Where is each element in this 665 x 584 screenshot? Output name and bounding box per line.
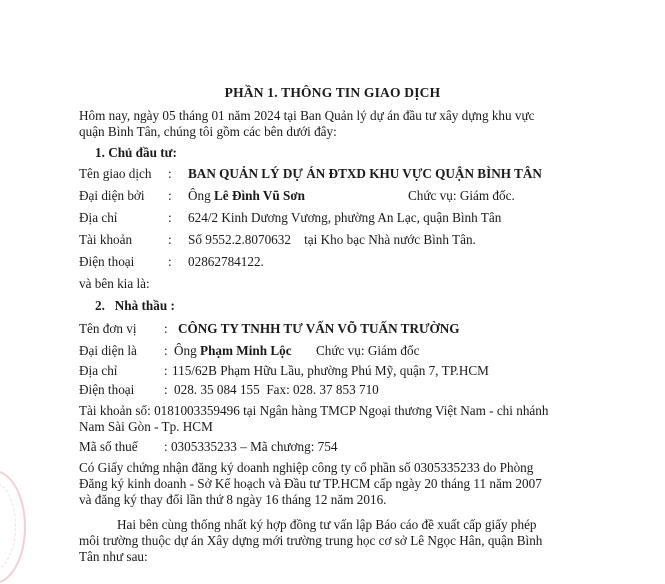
- row-sep: :: [168, 232, 172, 247]
- row-sep: :: [168, 210, 172, 225]
- row-label: Địa chỉ: [79, 210, 118, 225]
- row-label: Đại diện là: [79, 343, 137, 358]
- row-sep: :: [168, 188, 172, 203]
- row-value: 624/2 Kinh Dương Vương, phường An Lạc, quận Bình Tân: [188, 210, 502, 225]
- agreement-line-1: Hai bên cùng thống nhất ký hợp đồng tư vấn lập Báo cáo đề xuất cấp giấy phép: [117, 517, 537, 532]
- row-label: Mã số thuế: [79, 439, 138, 454]
- representative-name: Phạm Minh Lộc: [200, 343, 292, 358]
- row-value: 028. 35 084 155 Fax: 028. 37 853 710: [174, 382, 379, 397]
- row-label: Tên đơn vị: [79, 321, 137, 336]
- certificate-line-3: và đăng ký thay đổi lần thứ 8 ngày 16 tháng 12 năm 2016.: [79, 492, 387, 507]
- section-title: PHẦN 1. THÔNG TIN GIAO DỊCH: [224, 85, 441, 100]
- row-label: Địa chỉ: [79, 363, 118, 378]
- owner-closing: và bên kia là:: [79, 276, 150, 291]
- row-value: [188, 187, 305, 204]
- intro-line-2: quận Bình Tân, chúng tôi gồm các bên dưới đây:: [79, 124, 337, 139]
- row-sep: :: [164, 343, 168, 358]
- agreement-line-3: Tân như sau:: [79, 549, 148, 564]
- representative-role: Chức vụ: Giám đốc: [316, 343, 420, 358]
- representative-prefix: Ông: [174, 343, 201, 358]
- contractor-account-line-2: Nam Sài Gòn - Tp. HCM: [79, 419, 213, 434]
- representative-role: Chức vụ: Giám đốc.: [408, 188, 515, 203]
- representative-name: Lê Đình Vũ Sơn: [214, 188, 306, 203]
- row-sep: :: [168, 254, 172, 269]
- row-sep: :: [168, 166, 172, 181]
- agreement-line-2: môi trường thuộc dự án Xây dựng mới trường trung học cơ sở Lê Ngọc Hân, quận Bình: [79, 533, 543, 548]
- owner-heading: 1. Chủ đầu tư:: [95, 145, 177, 160]
- row-value: [174, 342, 292, 359]
- representative-prefix: Ông: [188, 188, 215, 203]
- row-value: : 0305335233 – Mã chương: 754: [164, 439, 338, 454]
- row-label: Điện thoại: [79, 254, 135, 269]
- row-value: 02862784122.: [188, 254, 264, 269]
- certificate-line-2: Đăng ký kinh doanh - Sở Kế hoạch và Đầu tư TP.HCM cấp ngày 20 tháng 11 năm 2007: [79, 476, 542, 491]
- contractor-account-line-1: Tài khoản số: 0181003359496 tại Ngân hàng TMCP Ngoại thương Việt Nam - chi nhánh: [79, 403, 549, 418]
- row-value: Số 9552.2.8070632 tại Kho bạc Nhà nước Bình Tân.: [188, 232, 476, 247]
- row-label: Điện thoại: [79, 382, 135, 397]
- row-value: 115/62B Phạm Hữu Lầu, phường Phú Mỹ, quận 7, TP.HCM: [172, 363, 489, 378]
- contractor-heading: 2. Nhà thầu :: [95, 298, 175, 313]
- row-value: BAN QUẢN LÝ DỰ ÁN ĐTXD KHU VỰC QUẬN BÌNH TÂN: [188, 166, 542, 181]
- intro-line-1: Hôm nay, ngày 05 tháng 01 năm 2024 tại Ban Quản lý dự án đầu tư xây dựng khu vực: [79, 108, 535, 123]
- row-label: Tài khoản: [79, 232, 133, 247]
- row-value: CÔNG TY TNHH TƯ VẤN VÕ TUẤN TRƯỜNG: [178, 321, 460, 336]
- certificate-line-1: Có Giấy chứng nhận đăng ký doanh nghiệp công ty cổ phần số 0305335233 do Phòng: [79, 460, 534, 475]
- row-sep: :: [164, 363, 168, 378]
- row-sep: :: [164, 382, 168, 397]
- row-sep: :: [164, 321, 168, 336]
- row-label: Tên giao dịch: [79, 166, 152, 181]
- row-label: Đại diện bởi: [79, 188, 145, 203]
